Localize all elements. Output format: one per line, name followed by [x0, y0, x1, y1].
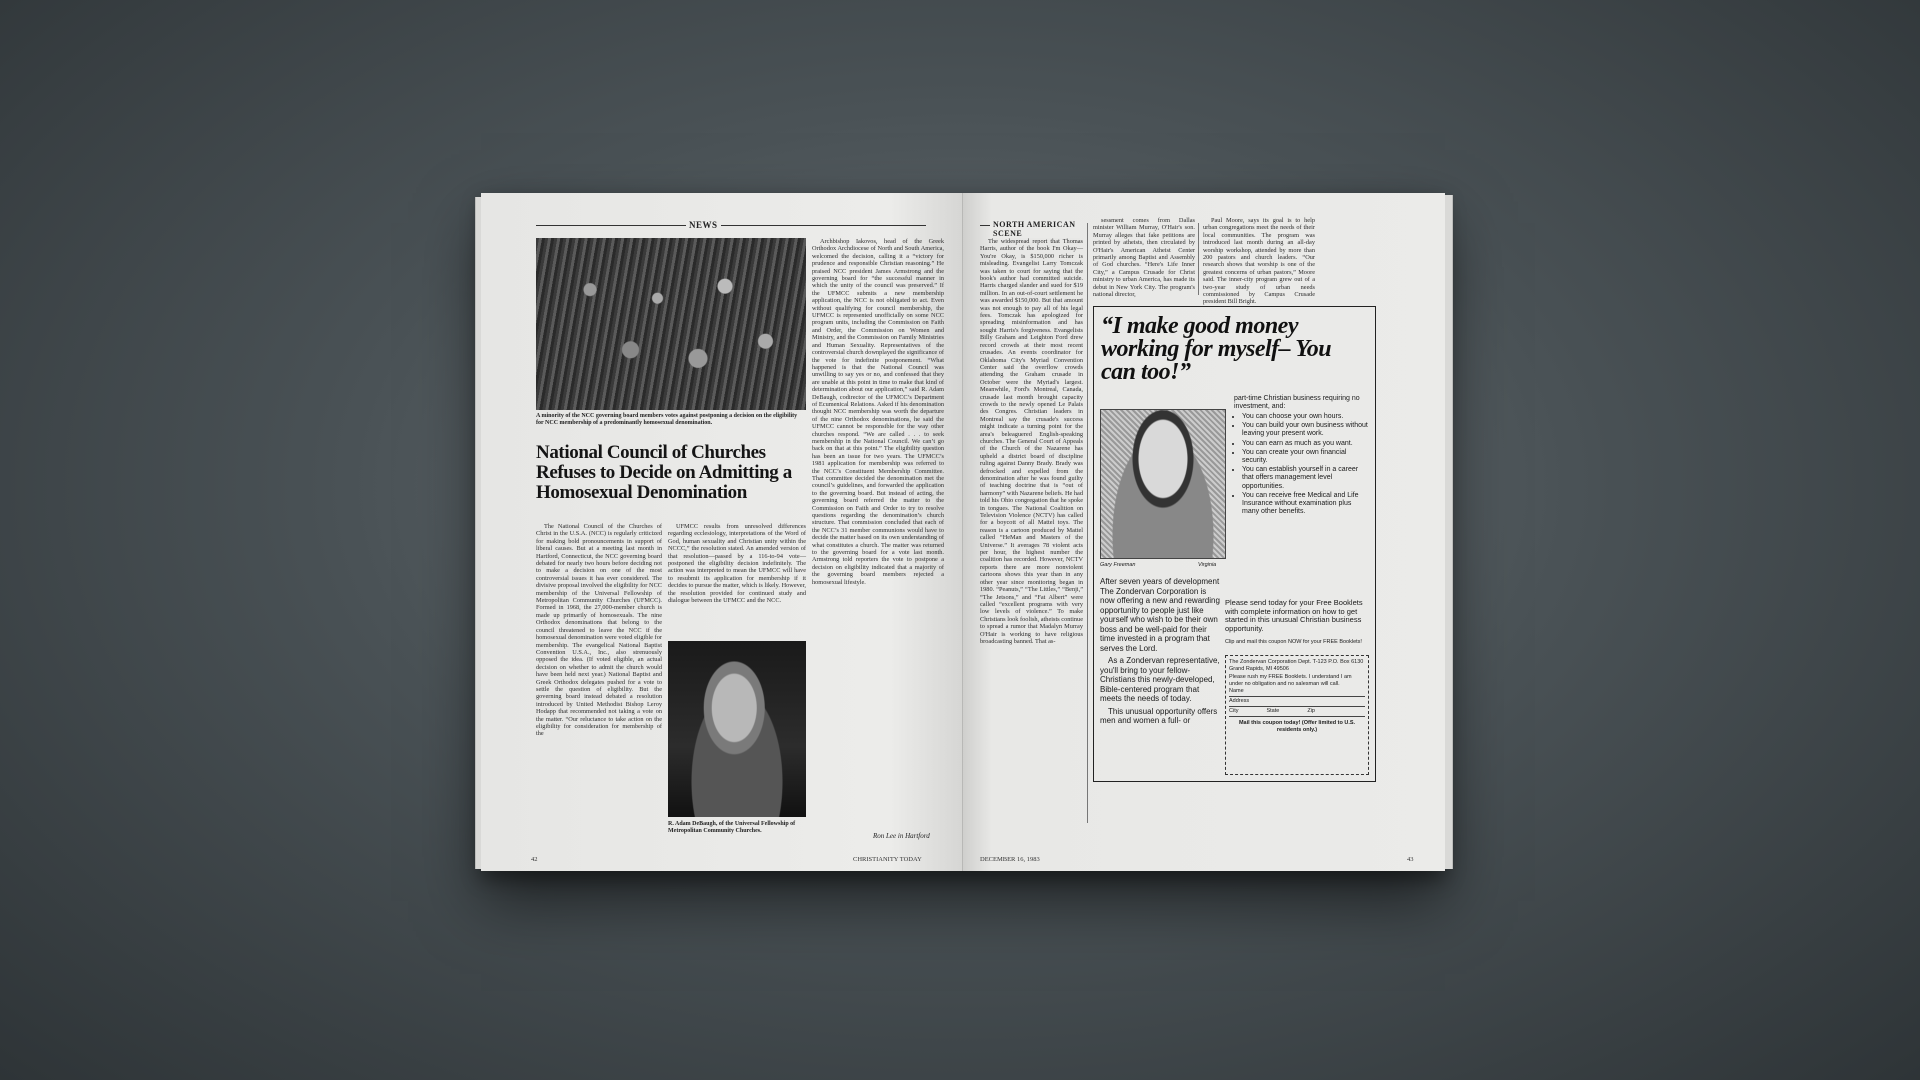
benefit-item: • You can build your own business without leaving your present work.	[1242, 422, 1369, 438]
section-label: NEWS	[686, 220, 721, 230]
debaugh-caption: R. Adam DeBaugh, of the Universal Fellowship of Metropolitan Community Churches.	[668, 821, 796, 834]
photo-state: Virginia	[1198, 562, 1217, 568]
folio-title: CHRISTIANITY TODAY	[853, 856, 922, 863]
article-headline: National Council of Churches Refuses to Decide on Admitting a Homosexual Denomination	[536, 442, 792, 503]
byline: Ron Lee in Hartford	[873, 832, 930, 840]
city-label: City	[1229, 708, 1239, 715]
ad-headline: “I make good money working for myself– You can too!”	[1101, 313, 1332, 385]
photo-caption: A minority of the NCC governing board members votes against postponing a decision on the eligibility for NCC membership of a predominantly homosexual denomination.	[536, 413, 798, 426]
board-meeting-photo	[536, 238, 806, 410]
section-label: NORTH AMERICAN SCENE	[990, 220, 1080, 238]
benefit-item: • You can establish yourself in a career that offers management level opportunities.	[1242, 466, 1369, 491]
mail-coupon[interactable]	[1225, 655, 1369, 775]
benefit-item: • You can earn as much as you want.	[1242, 440, 1369, 448]
column-divider	[1198, 223, 1199, 295]
benefit-list	[1234, 413, 1369, 517]
name-field[interactable]: Name	[1229, 688, 1365, 697]
benefit-item: • You can choose your own hours.	[1242, 413, 1369, 421]
city-state-zip-field[interactable]	[1229, 708, 1365, 717]
left-page	[481, 193, 963, 871]
debaugh-photo	[668, 641, 806, 817]
address-field[interactable]: Address	[1229, 698, 1365, 707]
scene-column-3: Paul Moore, says its goal is to help urban congregations meet the needs of their local communities. The program was introduced last month during an all-day worship workshop, attended by more than 200 pastors and church leaders. “Our research shows that worship is one of the greatest concerns of urban pastors,” Moore said. The inner-city program grew out of a two-year study of urban needs commissioned by Campus Crusade president Bill Bright.	[1203, 217, 1315, 306]
zip-label: Zip	[1307, 708, 1315, 715]
right-page	[963, 193, 1445, 871]
coupon-footer: Mail this coupon today! (Offer limited to U.S. residents only.)	[1238, 720, 1356, 733]
ad-body: After seven years of development The Zondervan Corporation is now offering a new and rewarding opportunity to people just like yourself who wish to be their own boss and be well-paid for their time invested in a program that serves the Lord. As a Zondervan representative, you'll bring to your fellow-Christians this newly-developed, Bible-centered program that meets the needs of today. This unusual opportunity offers men and women a full- or	[1100, 577, 1220, 725]
state-label: State	[1266, 708, 1280, 715]
ad-send-request: Please send today for your Free Booklets with complete information on how to get started in this unusual Christian business opportunity.	[1225, 598, 1363, 633]
zondervan-advertisement	[1093, 306, 1376, 782]
scene-column-1: The widespread report that Thomas Harris, author of the book I'm Okay—You're Okay, is $150,000 richer is misleading. Evangelist Larry Tomczak was taken to court for saying that the book's author had committed suicide. Harris charged slander and sued for $19 million. In an out-of-court settlement he was awarded $150,000. But that amount was not enough to pay all of his legal fees. Tomczak has apologized for spreading misinformation and has sought Harris's forgiveness. Evangelists Billy Graham and Leighton Ford drew record crowds at their most recent crusades. An events coordinator for Oklahoma City's Myriad Convention Center said the overflow crowds attending the Graham crusade in October were the Myriad's largest. Meanwhile, Ford's Montreal, Canada, crusade last month brought capacity crowds to the newly opened Le Palais des Congres. Christian leaders in Montreal say the crusade's success might indicate a turning point for the area's beleaguered English-speaking churches. The General Court of Appeals of the Church of the Nazarene has upheld a district board of discipline ruling against Danny Brady. Brady was defrocked and expelled from the denomination after he was found guilty of teaching doctrine that is “out of harmony” with Nazarene beliefs. He had told his Ohio congregation that he spoke in tongues. The National Coalition on Television Violence (NCTV) has called for a boycott of all Mattel toys. The reason is a cartoon produced by Mattel called “HeMan and Masters of the Universe.” It averages 78 violent acts per hour, the highest number the coalition has recorded. However, NCTV reports there are more nonviolent cartoons shows this year than in any other year since monitoring began in 1980. “Peanuts,” “The Littles,” “Benji,” “The Jetsons,” and “Fat Albert” were called “excellent programs with very low levels of violence.” To make Christians look foolish, atheists continue to spread a rumor that Madalyn Murray O'Hair is working to have religious broadcasting banned. That as-	[980, 238, 1083, 645]
scene-column-2: sessment comes from Dallas minister William Murray, O'Hair's son. Murray alleges that fake petitions are printed by atheists, then circulated by O'Hair's American Atheist Center primarily among Baptist and Assembly of God churches. “Here's Life Inner City,” a Campus Crusade for Christ ministry to urban America, has made its debut in New York City. The program's national director,	[1093, 217, 1195, 299]
photo-name: Gary Freeman	[1100, 562, 1136, 568]
ad-lead: part-time Christian business requiring no investment, and:	[1234, 395, 1360, 410]
news-section-header	[536, 220, 926, 232]
benefit-item: • You can receive free Medical and Life Insurance without examination plus many other benefits.	[1242, 492, 1369, 517]
folio-date: DECEMBER 16, 1983	[980, 856, 1040, 863]
page-number-left: 42	[531, 856, 538, 863]
magazine-spread	[481, 193, 1445, 871]
gary-freeman-photo	[1100, 409, 1226, 559]
coupon-address: The Zondervan Corporation Dept. T-123 P.O. Box 6130 Grand Rapids, MI 49506	[1229, 659, 1364, 672]
column-divider	[1087, 223, 1088, 823]
benefit-item: • You can create your own financial security.	[1242, 449, 1369, 465]
article-column-3: Archbishop Iakovos, head of the Greek Orthodox Archdiocese of North and South America, welcomed the decision, calling it a “victory for prudence and responsible Christian reasoning.” He praised NCC president James Armstrong and the governing board for “the successful manner in which the unity of the council was preserved.” If the UFMCC submits a new membership application, the NCC is not obligated to act. Even without qualifying for council membership, the UFMCC is represented unofficially on some NCC program units, including the Commission on Faith and Order, the Commission on Women and Ministry, and the Commission on Family Ministries and Human Sexuality. Representatives of the controversial church downplayed the significance of the vote for indefinite postponement. “What happened is that the National Council was unwilling to say yes or no, and confessed that they are unable at this point in time to make that kind of determination about our application,” said R. Adam DeBaugh, codirector of the UFMCC’s Department of Ecumenical Relations. Asked if his denomination thought NCC membership was worth the departure of the nine Orthodox denominations, he said the UFMCC cannot be responsible for the way other churches respond. “We are called . . . to seek membership in the National Council. We can’t go back on that at this point.” The eligibility question has been an issue for two years. The UFMCC’s 1981 application for membership was referred to the NCC’s Constituent Membership Committee. That committee decided the denomination met the council’s guidelines, and forwarded the application to the governing board. But instead of acting, the governing board referred the matter to the Commission on Faith and Order to try to resolve questions regarding the denomination’s church structure. That commission concluded that each of the NCC’s 31 member communions would have to decide the matter based on its own understanding of what constitutes a church. The matter was returned to the governing board for a vote last month. Armstrong told reporters the vote to postpone a decision on eligibility indicated that a majority of the governing board members rejected a homosexual lifestyle.	[812, 238, 945, 586]
north-american-scene-header	[980, 220, 1080, 238]
coupon-request: Please rush my FREE Booklets. I understand I am under no obligation and no salesman will call.	[1229, 674, 1352, 687]
article-column-2: UFMCC results from unresolved differences regarding ecclesiology, interpretations of the Word of God, human sexuality and Christian unity within the NCCC,” the resolution stated. An amended version of that resolution—passed by a 116-to-94 vote—postponed the eligibility decision indefinitely. The action was interpreted to mean the UFMCC will have to resubmit its application for membership if it decides to pursue the matter, which is likely. However, the resolution provided for continued study and dialogue between the UFMCC and the NCC.	[668, 523, 806, 605]
article-column-1: The National Council of the Churches of Christ in the U.S.A. (NCC) is regularly criticized for making bold pronouncements in support of liberal causes. But at a meeting last month in Hartford, Connecticut, the NCC governing board debated for nearly two hours before deciding not to make a decision on one of the most controversial issues it has ever considered. The divisive proposal involved the eligibility for NCC membership of the Universal Fellowship of Metropolitan Community Churches (UFMCC). Formed in 1968, the 27,000-member church is made up primarily of homosexuals. The nine Orthodox denominations that belong to the council threatened to leave the NCC if the homosexual denomination were voted eligible for membership. The evangelical National Baptist Convention U.S.A., Inc., also strenuously opposed the idea. (If voted eligible, an actual decision on whether to admit the church would have been held next year.) National Baptist and Greek Orthodox delegates pushed for a vote to settle the question of eligibility. But the governing board instead debated a resolution introduced by United Methodist Bishop Leroy Hodapp that recommended not taking a vote on the matter. “Our reluctance to take action on the eligibility for consideration for membership of the	[536, 523, 662, 738]
page-number-right: 43	[1407, 856, 1414, 863]
ad-clip-note: Clip and mail this coupon NOW for your FREE Booklets!	[1225, 639, 1362, 645]
